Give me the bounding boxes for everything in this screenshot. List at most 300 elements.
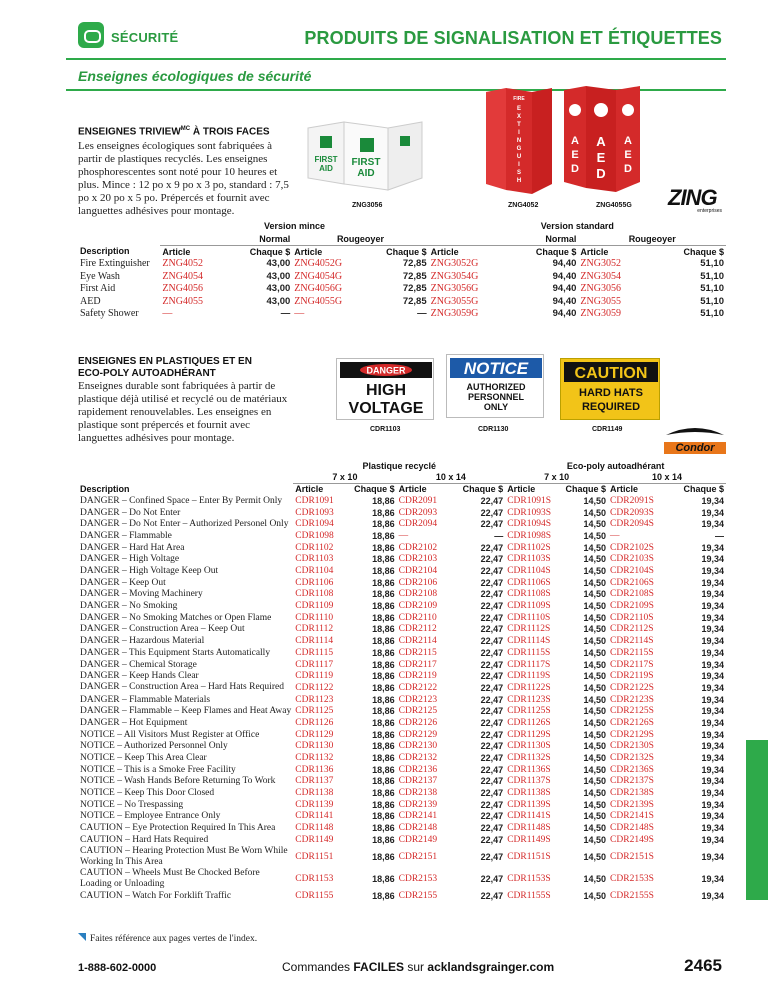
unit-price: 22,47 — [480, 554, 504, 565]
unit-price: 14,50 — [583, 890, 607, 901]
svg-text:E: E — [571, 149, 579, 161]
article-number: CDR2094 — [398, 519, 438, 530]
image-label: ZNG3056 — [352, 202, 383, 209]
article-number: CDR1109 — [295, 601, 334, 612]
unit-price: 14,50 — [583, 647, 607, 658]
article-number: CDR1103 — [295, 554, 334, 565]
section-label: SÉCURITÉ — [111, 30, 179, 45]
unit-price: — — [280, 308, 291, 320]
table-row — [78, 612, 726, 624]
unit-price: 14,50 — [583, 834, 607, 845]
article-number: CDR1102S — [507, 542, 551, 553]
unit-price: 18,86 — [372, 612, 395, 623]
unit-price: 19,34 — [701, 636, 724, 647]
article-number: CDR2122S — [610, 682, 654, 693]
row-description: NOTICE – Authorized Personnel Only — [80, 741, 228, 752]
table-row — [78, 764, 726, 776]
row-description: DANGER – Do Not Enter – Authorized Personel Only — [80, 518, 289, 529]
svg-text:N: N — [516, 138, 522, 144]
row-description: DANGER – Chemical Storage — [80, 659, 197, 670]
article-number: CDR2137S — [610, 776, 654, 787]
article-number: CDR2126S — [610, 717, 654, 728]
row-description: DANGER – Construction Area – Hard Hats Required — [80, 682, 284, 693]
svg-text:AUTHORIZED: AUTHORIZED — [466, 382, 526, 392]
table-row — [78, 647, 726, 659]
table-row — [78, 834, 726, 846]
article-number: CDR2103S — [610, 554, 654, 565]
unit-price: — — [715, 530, 724, 541]
svg-text:I: I — [518, 162, 520, 168]
article-number: CDR2141S — [610, 811, 654, 822]
article-number: CDR2136 — [398, 764, 438, 775]
svg-text:HARD HATS: HARD HATS — [579, 387, 643, 399]
article-number: CDR2151 — [398, 851, 438, 862]
caution-hard-hats-sign-image — [560, 358, 660, 420]
svg-text:DANGER: DANGER — [366, 365, 406, 376]
svg-text:NOTICE: NOTICE — [463, 359, 529, 378]
article-number: ZNG4055 — [162, 295, 203, 307]
svg-text:S: S — [516, 170, 522, 176]
article-number: CDR2104S — [610, 566, 654, 577]
svg-text:X: X — [516, 114, 522, 120]
svg-text:A: A — [624, 135, 632, 147]
article-number: CDR1132S — [507, 753, 551, 764]
unit-price: 14,50 — [583, 788, 607, 799]
unit-price: 43,00 — [266, 283, 291, 295]
row-description: CAUTION – Hard Hats Required — [80, 834, 209, 845]
article-number: CDR1094S — [507, 519, 552, 530]
article-number: ZNG3059 — [580, 308, 621, 320]
article-number: CDR1104S — [507, 566, 551, 577]
row-description: NOTICE – Keep This Area Clear — [80, 753, 207, 764]
unit-price: 19,34 — [701, 717, 724, 728]
article-number: CDR1138S — [507, 788, 551, 799]
article-number: CDR1151S — [507, 851, 551, 862]
unit-price: 18,86 — [372, 776, 395, 787]
unit-price: 22,47 — [480, 601, 504, 612]
unit-price: 18,86 — [372, 851, 395, 862]
article-number: ZNG3052 — [580, 258, 621, 270]
unit-price: 14,50 — [583, 624, 607, 635]
footer-phone: 1-888-602-0000 — [78, 962, 157, 974]
image-label: CDR1103 — [370, 426, 401, 433]
unit-price: 14,50 — [583, 753, 607, 764]
svg-text:D: D — [624, 163, 632, 175]
danger-high-voltage-sign-image — [336, 358, 434, 420]
row-description: DANGER – This Equipment Starts Automatically — [80, 647, 271, 658]
table-row — [78, 507, 726, 519]
unit-price: 51,10 — [700, 295, 724, 307]
row-description: DANGER – Flammable — [80, 530, 172, 541]
article-number: CDR1109S — [507, 601, 551, 612]
article-number: CDR2112S — [610, 624, 654, 635]
article-number: CDR2119S — [610, 671, 654, 682]
section2-description: Enseignes durable sont fabriquées à partir de plastique déjà utilisé et recyclé ou de matériaux rapidement renouvelables. Les enseignes en plastique sont prépercés et fournit avec languettes adhésives pour montage. — [78, 380, 288, 444]
article-number: ZNG3052G — [430, 258, 479, 270]
article-number: CDR1129S — [507, 729, 551, 740]
unit-price: 14,50 — [583, 741, 607, 752]
table-row — [78, 295, 726, 308]
row-description: DANGER – High Voltage Keep Out — [80, 566, 219, 577]
page-number: 2465 — [684, 956, 722, 975]
article-number: CDR1117 — [295, 659, 334, 670]
article-number: CDR2149 — [398, 834, 438, 845]
row-description: DANGER – Confined Space – Enter By Permit Only — [80, 495, 283, 506]
table-row — [78, 811, 726, 823]
row-description: CAUTION – Watch For Forklift Traffic — [80, 890, 232, 901]
unit-price: 18,86 — [372, 741, 395, 752]
unit-price: 22,47 — [480, 873, 504, 884]
unit-price: 18,86 — [372, 834, 395, 845]
unit-price: 19,34 — [701, 823, 724, 834]
unit-price: 18,86 — [372, 788, 395, 799]
unit-price: 18,86 — [372, 647, 395, 658]
unit-price: 51,10 — [700, 308, 724, 320]
article-number: CDR1117S — [507, 659, 551, 670]
table-row — [78, 542, 726, 554]
article-number: CDR2136S — [610, 764, 654, 775]
row-description: NOTICE – Keep This Door Closed — [80, 788, 215, 799]
article-number: CDR1132 — [295, 753, 334, 764]
article-number: CDR1115S — [507, 647, 551, 658]
unit-price: 19,34 — [701, 601, 724, 612]
unit-price: 43,00 — [266, 258, 291, 270]
unit-price: 22,47 — [480, 834, 504, 845]
article-number: CDR2130S — [610, 741, 654, 752]
row-description: NOTICE – Employee Entrance Only — [80, 811, 221, 822]
unit-price: 14,50 — [583, 671, 607, 682]
unit-price: 18,86 — [372, 577, 395, 588]
article-number: CDR1139 — [295, 799, 334, 810]
row-description: CAUTION – Hearing Protection Must Be Worn While Working In This Area — [80, 845, 288, 867]
row-description: NOTICE – Wash Hands Before Returning To Work — [80, 776, 276, 787]
unit-price: 22,47 — [480, 851, 504, 862]
article-number: CDR2129S — [610, 729, 654, 740]
article-number: CDR1149 — [295, 834, 334, 845]
unit-price: 14,50 — [583, 851, 607, 862]
unit-price: 94,40 — [552, 270, 577, 282]
article-number: CDR2141 — [398, 811, 438, 822]
row-description: DANGER – Moving Machinery — [80, 589, 203, 600]
article-number: CDR1106S — [507, 577, 551, 588]
unit-price: 22,47 — [480, 694, 504, 705]
unit-price: 14,50 — [583, 764, 607, 775]
table-row — [78, 554, 726, 566]
svg-text:VOLTAGE: VOLTAGE — [348, 400, 424, 417]
article-number: CDR1108S — [507, 589, 551, 600]
unit-price: 14,50 — [583, 542, 607, 553]
unit-price: 18,86 — [372, 624, 395, 635]
article-number: CDR1094 — [295, 519, 334, 530]
article-number: CDR2093 — [398, 507, 438, 518]
unit-price: 14,50 — [583, 694, 607, 705]
unit-price: 18,86 — [372, 519, 395, 530]
table-row — [78, 846, 726, 868]
unit-price: 14,50 — [583, 566, 607, 577]
unit-price: 19,34 — [701, 566, 724, 577]
article-number: CDR2091 — [398, 495, 438, 506]
unit-price: 14,50 — [583, 717, 607, 728]
article-number: ZNG4055G — [294, 295, 343, 307]
row-description: DANGER – Do Not Enter — [80, 507, 181, 518]
article-number: CDR2117 — [398, 659, 437, 670]
article-number: CDR1103S — [507, 554, 551, 565]
svg-text:AID: AID — [357, 168, 375, 179]
article-number: CDR1108 — [295, 589, 334, 600]
page-header — [0, 0, 768, 62]
fire-extinguisher-sign-image — [484, 86, 554, 196]
unit-price: 19,34 — [701, 612, 724, 623]
article-number: CDR1110 — [295, 612, 334, 623]
unit-price: 19,34 — [701, 671, 724, 682]
article-number: CDR1091 — [295, 495, 334, 506]
article-number: CDR1149S — [507, 834, 551, 845]
unit-price: 14,50 — [583, 601, 607, 612]
article-number: CDR1093S — [507, 507, 552, 518]
unit-price: 94,40 — [552, 295, 577, 307]
article-number: CDR1153 — [295, 873, 334, 884]
article-number: ZNG4054G — [294, 270, 343, 282]
group-standard: Version standard — [540, 221, 614, 232]
article-number: CDR2109 — [398, 601, 438, 612]
article-number: CDR1130 — [295, 741, 334, 752]
unit-price: 19,34 — [701, 659, 724, 670]
article-number: CDR1138 — [295, 788, 334, 799]
svg-text:FIRST: FIRST — [314, 155, 338, 164]
unit-price: 18,86 — [372, 873, 395, 884]
table-row — [78, 495, 726, 507]
unit-price: 19,34 — [701, 647, 724, 658]
page-title: PRODUITS DE SIGNALISATION ET ÉTIQUETTES — [304, 28, 722, 48]
article-number: CDR2132S — [610, 753, 654, 764]
article-number: ZNG4052G — [294, 258, 343, 270]
article-number: CDR1136S — [507, 764, 551, 775]
unit-price: 18,86 — [372, 799, 395, 810]
unit-price: 14,50 — [583, 682, 607, 693]
row-description: NOTICE – No Trespassing — [80, 799, 184, 810]
row-description: DANGER – Hazardous Material — [80, 636, 205, 647]
unit-price: 19,34 — [701, 507, 724, 518]
article-number: CDR2108 — [398, 589, 438, 600]
table-row — [78, 577, 726, 589]
table-row — [78, 258, 726, 271]
unit-price: 43,00 — [266, 270, 291, 282]
unit-price: 22,47 — [480, 612, 504, 623]
unit-price: 19,34 — [701, 741, 724, 752]
unit-price: 14,50 — [583, 799, 607, 810]
article-number: CDR2102 — [398, 542, 438, 553]
unit-price: 43,00 — [266, 295, 291, 307]
unit-price: 19,34 — [701, 519, 724, 530]
table-header-row: Description Article Chaque $ Article Chaque $ Article Chaque $ Article Chaque $ — [80, 484, 724, 495]
article-number: CDR1125 — [295, 706, 334, 717]
article-number: CDR2104 — [398, 566, 438, 577]
unit-price: 14,50 — [583, 577, 607, 588]
svg-text:G: G — [516, 146, 522, 152]
row-description: Fire Extinguisher — [80, 258, 150, 270]
table-row — [78, 694, 726, 706]
page-subtitle: Enseignes écologiques de sécurité — [78, 68, 312, 84]
article-number: ZNG4056G — [294, 283, 343, 295]
unit-price: 22,47 — [480, 741, 504, 752]
row-description: CAUTION – Wheels Must Be Chocked Before Loading or Unloading — [80, 867, 260, 889]
article-number: — — [294, 308, 305, 320]
unit-price: 22,47 — [480, 542, 504, 553]
article-number: CDR1122 — [295, 682, 334, 693]
table-row — [78, 682, 726, 694]
unit-price: 22,47 — [480, 566, 504, 577]
article-number: CDR1137S — [507, 776, 551, 787]
unit-price: 14,50 — [583, 873, 607, 884]
table-row — [78, 624, 726, 636]
article-number: — — [162, 308, 173, 320]
article-number: ZNG3055G — [430, 295, 479, 307]
svg-text:D: D — [571, 163, 579, 175]
article-number: CDR2117S — [610, 659, 654, 670]
unit-price: 22,47 — [480, 729, 504, 740]
article-number: CDR2148S — [610, 823, 654, 834]
article-number: CDR2130 — [398, 741, 438, 752]
article-number: CDR1123S — [507, 694, 551, 705]
safety-category-icon — [78, 22, 104, 48]
article-number: CDR2138S — [610, 788, 654, 799]
article-number: ZNG3059G — [430, 308, 479, 320]
article-number: CDR2103 — [398, 554, 438, 565]
svg-text:E: E — [516, 106, 522, 112]
unit-price: 14,50 — [583, 507, 607, 518]
svg-text:CAUTION: CAUTION — [574, 365, 648, 382]
article-number: CDR1119S — [507, 671, 551, 682]
unit-price: 18,86 — [372, 753, 395, 764]
row-description: CAUTION – Eye Protection Required In This Area — [80, 823, 276, 834]
unit-price: 18,86 — [372, 706, 395, 717]
svg-text:AID: AID — [319, 164, 333, 173]
table-row — [78, 752, 726, 764]
unit-price: 18,86 — [372, 671, 395, 682]
article-number: CDR2151S — [610, 851, 654, 862]
unit-price: 19,34 — [701, 694, 724, 705]
article-number: CDR2114 — [398, 636, 437, 647]
article-number: CDR1102 — [295, 542, 334, 553]
unit-price: 14,50 — [583, 823, 607, 834]
article-number: ZNG4054 — [162, 270, 203, 282]
unit-price: 22,47 — [480, 671, 504, 682]
table-row — [78, 717, 726, 729]
unit-price: 22,47 — [480, 823, 504, 834]
article-number: ZNG4052 — [162, 258, 203, 270]
image-label: ZNG4055G — [596, 202, 632, 209]
table-row — [78, 635, 726, 647]
first-aid-sign-image — [304, 118, 426, 196]
unit-price: 14,50 — [583, 612, 607, 623]
unit-price: 19,34 — [701, 776, 724, 787]
unit-price: 72,85 — [402, 270, 427, 282]
article-number: CDR1136 — [295, 764, 334, 775]
article-number: CDR2123 — [398, 694, 438, 705]
article-number: CDR2091S — [610, 495, 654, 506]
unit-price: 18,86 — [372, 764, 395, 775]
unit-price: 22,47 — [480, 764, 504, 775]
article-number: CDR1130S — [507, 741, 551, 752]
article-number: CDR1155 — [295, 890, 334, 901]
unit-price: 14,50 — [583, 589, 607, 600]
svg-text:ONLY: ONLY — [483, 402, 509, 412]
article-number: — — [610, 530, 620, 541]
footer-website-link[interactable]: acklandsgrainger.com — [427, 960, 555, 974]
table-row — [78, 670, 726, 682]
article-number: CDR1123 — [295, 694, 334, 705]
article-number: CDR1153S — [507, 873, 551, 884]
row-description: DANGER – Hot Equipment — [80, 717, 188, 728]
article-number: CDR1141S — [507, 811, 551, 822]
svg-text:A: A — [571, 135, 579, 147]
image-label: CDR1130 — [478, 426, 509, 433]
row-description: DANGER – Hard Hat Area — [80, 542, 185, 553]
article-number: CDR1122S — [507, 682, 551, 693]
unit-price: 19,34 — [701, 811, 724, 822]
unit-price: 14,50 — [583, 554, 607, 565]
row-description: Safety Shower — [80, 308, 139, 320]
section-color-tab — [746, 740, 768, 900]
row-description: DANGER – No Smoking — [80, 601, 178, 612]
unit-price: 22,47 — [480, 811, 504, 822]
article-number: ZNG3055 — [580, 295, 621, 307]
article-number: ZNG3054G — [430, 270, 479, 282]
article-number: CDR2149S — [610, 834, 654, 845]
unit-price: — — [417, 308, 427, 320]
table-row — [78, 868, 726, 890]
row-description: DANGER – Flammable Materials — [80, 694, 211, 705]
unit-price: 19,34 — [701, 890, 724, 901]
row-description: AED — [80, 295, 101, 307]
unit-price: 18,86 — [372, 601, 395, 612]
article-number: CDR2125S — [610, 706, 654, 717]
article-number: CDR1112 — [295, 624, 334, 635]
unit-price: 94,40 — [552, 308, 577, 320]
article-number: CDR2122 — [398, 682, 438, 693]
article-number: CDR1098S — [507, 530, 552, 541]
table-row — [78, 308, 726, 321]
article-number: CDR2148 — [398, 823, 438, 834]
unit-price: 19,34 — [701, 834, 724, 845]
article-number: CDR1141 — [295, 811, 334, 822]
article-number: CDR1110S — [507, 612, 551, 623]
unit-price: 19,34 — [701, 788, 724, 799]
unit-price: 51,10 — [700, 283, 724, 295]
article-number: CDR2123S — [610, 694, 654, 705]
unit-price: 19,34 — [701, 542, 724, 553]
unit-price: 14,50 — [583, 530, 607, 541]
row-description: DANGER – Flammable – Keep Flames and Heat Away — [80, 706, 292, 717]
table-row — [78, 270, 726, 283]
unit-price: 19,34 — [701, 753, 724, 764]
footer-order-line: Commandes FACILES sur acklandsgrainger.com — [282, 960, 555, 974]
article-number: CDR1112S — [507, 624, 551, 635]
unit-price: 14,50 — [583, 659, 607, 670]
unit-price: 18,86 — [372, 811, 395, 822]
svg-text:E: E — [624, 149, 632, 161]
unit-price: 22,47 — [480, 659, 504, 670]
row-description: DANGER – Construction Area – Keep Out — [80, 624, 245, 635]
article-number: CDR2132 — [398, 753, 438, 764]
row-description: DANGER – No Smoking Matches or Open Flame — [80, 612, 272, 623]
notice-authorized-sign-image — [446, 354, 544, 418]
unit-price: 22,47 — [480, 890, 504, 901]
unit-price: 19,34 — [701, 706, 724, 717]
unit-price: 22,47 — [480, 647, 504, 658]
group-thin: Version mince — [263, 221, 326, 232]
row-description: DANGER – High Voltage — [80, 554, 180, 565]
